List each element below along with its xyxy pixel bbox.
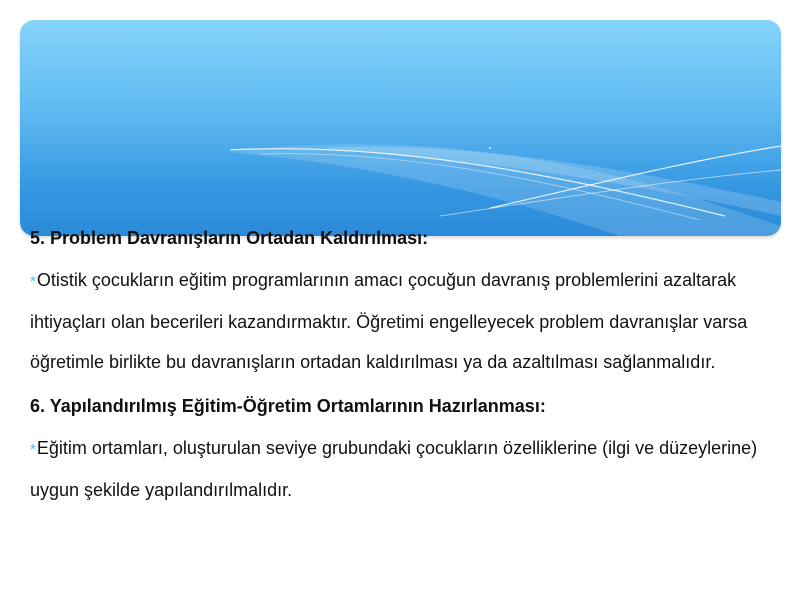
bullet-icon: * [30,441,36,458]
slide-content [30,222,775,510]
section-heading-6: 6. Yapılandırılmış Eğitim-Öğretim Ortamlarının Hazırlanması: [30,396,546,416]
paragraph-text-2: Eğitim ortamları, oluşturulan seviye grubundaki çocukların özelliklerine (ilgi ve düzeylerine) uygun şekilde yapılandırılmalıdır. [30,438,758,500]
paragraph-problem-behaviors [30,260,775,382]
bullet-icon: * [30,273,36,290]
header-banner [20,20,781,236]
paragraph-structured-environments [30,428,775,510]
paragraph-text-1: Otistik çocukların eğitim programlarının amacı çocuğun davranış problemlerini azaltarak ihtiyaçları olan becerileri kazandırmaktır. Öğretimi engelleyecek problem davranışlar varsa öğretimle birlikte bu davranışların ortadan kaldırılması ya da azaltılması sağlanmalıdır. [30,270,748,372]
section-heading-5: 5. Problem Davranışların Ortadan Kaldırılması: [30,228,429,248]
wave-decoration [20,20,781,236]
